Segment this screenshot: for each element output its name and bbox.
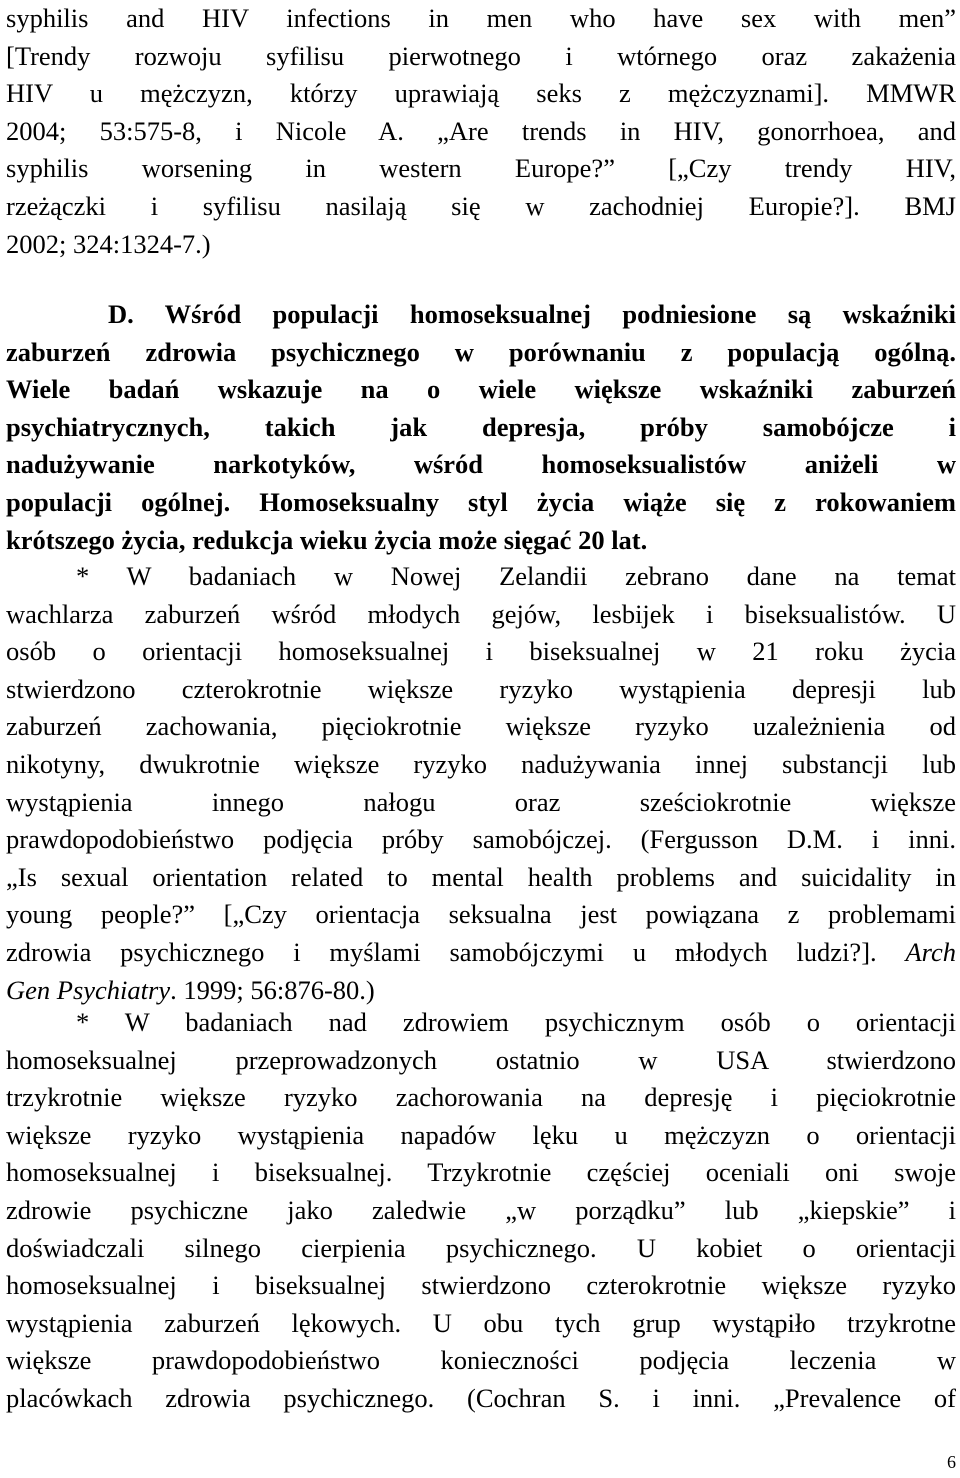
text-line: psychiatrycznych, takich jak depresja, próby samobójcze i — [6, 411, 956, 442]
text-line: trzykrotnie większe ryzyko zachorowania na depresję i pięciokrotnie — [6, 1082, 956, 1113]
text-line: „Is sexual orientation related to mental health problems and suicidality in — [6, 861, 956, 892]
text-line: [Trendy rozwoju syfilisu pierwotnego i wtórnego oraz zakażenia — [6, 40, 956, 71]
text-line: prawdopodobieństwo podjęcia próby samobójczej. (Fergusson D.M. i inni. — [6, 824, 956, 855]
text-line: wachlarza zaburzeń wśród młodych gejów, lesbijek i biseksualistów. U — [6, 598, 956, 629]
text-line: syphilis and HIV infections in men who have sex with men” — [6, 3, 956, 33]
journal-title: Arch — [905, 936, 956, 967]
text-line: * W badaniach nad zdrowiem psychicznym osób o orientacji — [76, 1007, 956, 1037]
text-line: placówkach zdrowia psychicznego. (Cochran S. i inni. „Prevalence of — [6, 1382, 956, 1413]
text-line: wystąpienia zaburzeń lękowych. U obu tych grup wystąpiło trzykrotne — [6, 1307, 956, 1338]
text-line: krótszego życia, redukcja wieku życia może sięgać 20 lat. — [6, 524, 648, 555]
reference-paragraph — [6, 0, 956, 263]
new-zealand-study-paragraph — [6, 558, 956, 1009]
text-line: D. Wśród populacji homoseksualnej podniesione są wskaźniki — [108, 299, 956, 329]
page-number: 6 — [947, 1452, 956, 1472]
text-line: osób o orientacji homoseksualnej i biseksualnej w 21 roku życia — [6, 636, 956, 667]
text-line: 2002; 324:1324-7.) — [6, 228, 211, 259]
text-span: zdrowia psychicznego i myślami samobójczymi u młodych ludzi?]. — [6, 936, 877, 967]
text-line: doświadczali silnego cierpienia psychicznego. U kobiet o orientacji — [6, 1232, 956, 1263]
text-line: zaburzeń zdrowia psychicznego w porównaniu z populacją ogólną. — [6, 336, 956, 367]
text-line: zdrowie psychiczne jako zaledwie „w porządku” lub „kiepskie” i — [6, 1194, 956, 1225]
text-line: homoseksualnej i biseksualnej stwierdzono czterokrotnie większe ryzyko — [6, 1270, 956, 1301]
text-line: rzeżączki i syfilisu nasilają się w zachodniej Europie?]. BMJ — [6, 190, 956, 221]
text-line: nikotyny, dwukrotnie większe ryzyko nadużywania innej substancji lub — [6, 748, 956, 779]
text-line: stwierdzono czterokrotnie większe ryzyko wystąpienia depresji lub — [6, 673, 956, 704]
text-line: homoseksualnej i biseksualnej. Trzykrotnie częściej oceniali oni swoje — [6, 1157, 956, 1188]
usa-study-paragraph — [6, 1004, 956, 1418]
text-line: syphilis worsening in western Europe?” [„Czy trendy HIV, — [6, 153, 956, 184]
journal-title: Gen Psychiatry — [6, 974, 171, 1005]
text-line: populacji ogólnej. Homoseksualny styl życia wiąże się z rokowaniem — [6, 486, 956, 517]
citation-tail: . 1999; 56:876-80.) — [170, 974, 375, 1005]
text-line: zaburzeń zachowania, pięciokrotnie większe ryzyko uzależnienia od — [6, 711, 956, 742]
text-line: HIV u mężczyzn, którzy uprawiają seks z mężczyznami]. MMWR — [6, 78, 956, 109]
text-line: young people?” [„Czy orientacja seksualna jest powiązana z problemami — [6, 899, 956, 930]
text-line — [6, 934, 956, 972]
text-line: * W badaniach w Nowej Zelandii zebrano dane na temat — [76, 561, 956, 591]
text-line: Wiele badań wskazuje na o wiele większe wskaźniki zaburzeń — [6, 374, 956, 405]
text-line: większe ryzyko wystąpienia napadów lęku u mężczyzn o orientacji — [6, 1119, 956, 1150]
text-line: 2004; 53:575-8, i Nicole A. „Are trends in HIV, gonorrhoea, and — [6, 115, 956, 146]
text-line: większe prawdopodobieństwo konieczności podjęcia leczenia w — [6, 1345, 956, 1376]
text-line: nadużywanie narkotyków, wśród homoseksualistów aniżeli w — [6, 449, 956, 480]
text-line: wystąpienia innego nałogu oraz sześciokrotnie większe — [6, 786, 956, 817]
text-line: homoseksualnej przeprowadzonych ostatnio w USA stwierdzono — [6, 1044, 956, 1075]
section-d-paragraph — [6, 296, 956, 559]
